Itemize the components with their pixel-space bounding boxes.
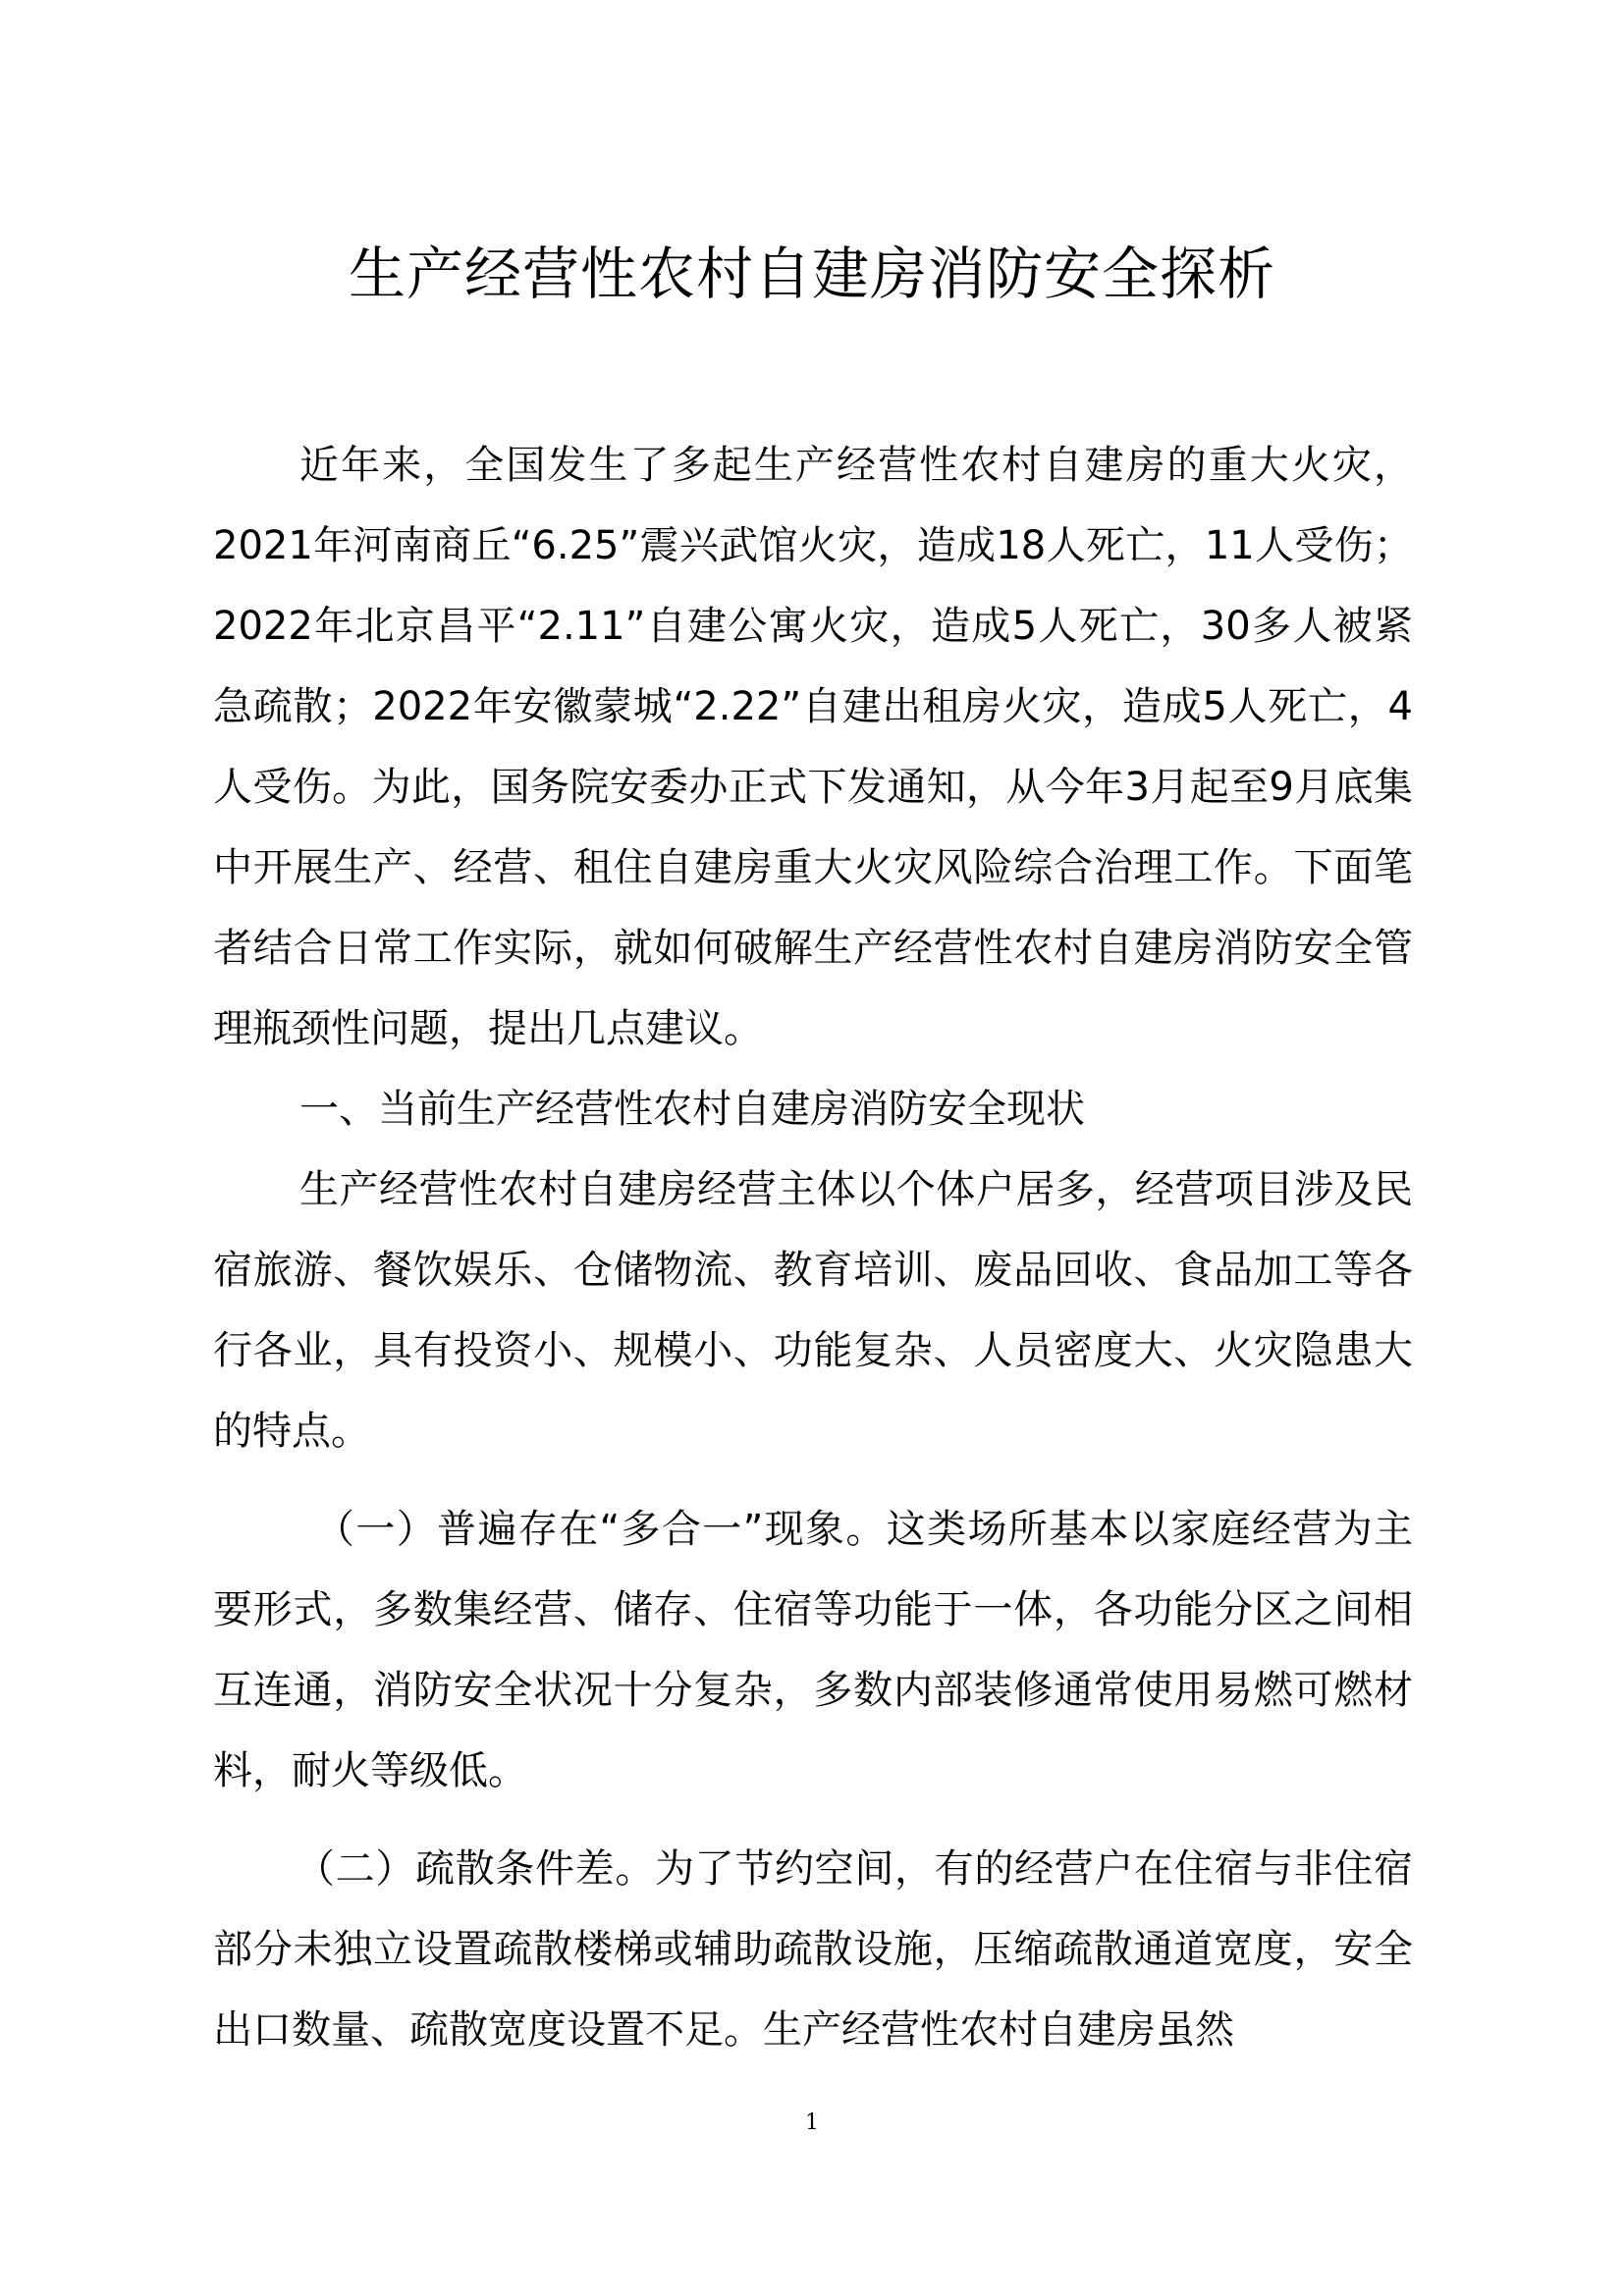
document-title: 生产经营性农村自建房消防安全探析 [348,240,1275,307]
paragraph-overview: 生产经营性农村自建房经营主体以个体户居多，经营项目涉及民宿旅游、餐饮娱乐、仓储物流、教育培训、废品回收、食品加工等各行各业，具有投资小、规模小、功能复杂、人员密度大、火灾隐患大的特点。 [213,1167,1413,1454]
page-number: 1 [805,2110,819,2135]
paragraph-point-1: （一）普遍存在“多合一”现象。这类场所基本以家庭经营为主要形式，多数集经营、储存、住宿等功能于一体，各功能分区之间相互连通，消防安全状况十分复杂，多数内部装修通常使用易燃可燃材料，耐火等级低。 [213,1507,1413,1793]
paragraph-point-2: （二）疏散条件差。为了节约空间，有的经营户在住宿与非住宿部分未独立设置疏散楼梯或辅助疏散设施，压缩疏散通道宽度，安全出口数量、疏散宽度设置不足。生产经营性农村自建房虽然 [213,1846,1413,2053]
paragraph-intro: 近年来，全国发生了多起生产经营性农村自建房的重大火灾，2021年河南商丘“6.25”震兴武馆火灾，造成18人死亡，11人受伤；2022年北京昌平“2.11”自建公寓火灾，造成5人死亡，30多人被紧急疏散；2022年安徽蒙城“2.22”自建出租房火灾，造成5人死亡，4人受伤。为此，国务院安委办正式下发通知，从今年3月起至9月底集中开展生产、经营、租住自建房重大火灾风险综合治理工作。下面笔者结合日常工作实际，就如何破解生产经营性农村自建房消防安全管理瓶颈性问题，提出几点建议。 [213,443,1413,1051]
section-heading-1: 一、当前生产经营性农村自建房消防安全现状 [299,1087,1085,1132]
document-body [213,425,1413,2070]
